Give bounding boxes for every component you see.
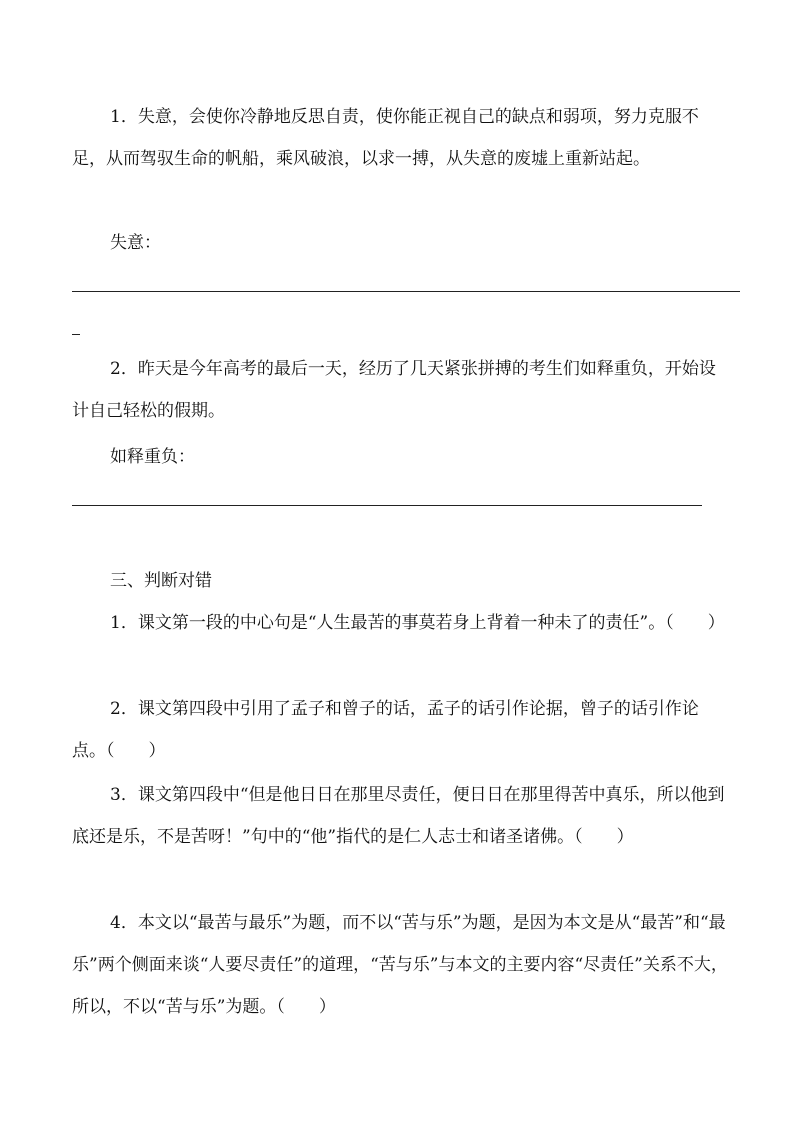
section-heading: 三、判断对错	[110, 571, 212, 591]
term-label-2: 如释重负：	[110, 447, 195, 467]
judge-item-4: 4．本文以“最苦与最乐”为题，而不以“苦与乐”为题，是因为本文是从“最苦”和“最乐”两个侧面来谈“人要尽责任”的道理，“苦与乐”与本文的主要内容“尽责任”关系不大，所以，不以“苦与乐”为题。（ ）	[72, 913, 728, 1017]
answer-line-2	[72, 505, 702, 506]
judge-item-1: 1．课文第一段的中心句是“人生最苦的事莫若身上背着一种未了的责任”。（ ）	[110, 613, 725, 633]
term-label-1: 失意：	[110, 233, 161, 253]
sentence-2: 2．昨天是今年高考的最后一天，经历了几天紧张拼搏的考生们如释重负，开始设计自己轻松的假期。	[72, 359, 716, 421]
sentence-1: 1．失意，会使你冷静地反思自责，使你能正视自己的缺点和弱项，努力克服不足，从而驾驭生命的帆船，乘风破浪，以求一搏，从失意的废墟上重新站起。	[72, 107, 699, 169]
answer-line-1-overflow	[72, 334, 80, 335]
judge-item-3: 3．课文第四段中“但是他日日在那里尽责任，便日日在那里得苦中真乐，所以他到底还是乐，不是苦呀！”句中的“他”指代的是仁人志士和诸圣诸佛。（ ）	[72, 785, 725, 847]
judge-item-2: 2．课文第四段中引用了孟子和曾子的话，孟子的话引作论据，曾子的话引作论点。（ ）	[72, 699, 699, 761]
answer-line-1	[72, 291, 740, 292]
